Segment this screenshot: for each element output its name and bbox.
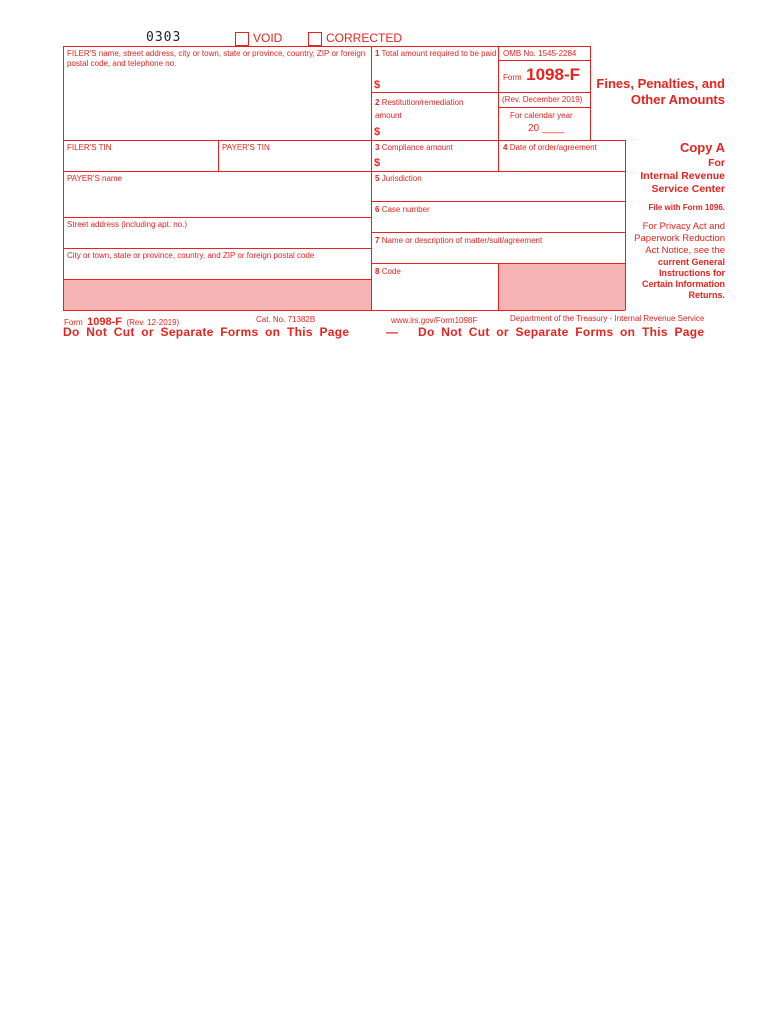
- calendar-year[interactable]: 20 ____: [528, 123, 565, 134]
- corrected-label: CORRECTED: [326, 31, 403, 45]
- footer-rev: (Rev. 12-2019): [126, 318, 180, 327]
- corrected-checkbox[interactable]: [308, 32, 322, 46]
- form-name: 1098-F: [526, 65, 580, 84]
- omb-number: OMB No. 1545-2284: [503, 49, 577, 58]
- form-code: 0303: [146, 30, 182, 45]
- box1-label: [375, 49, 497, 59]
- filer-tin-label: FILER'S TIN: [67, 143, 112, 152]
- cut-warning-right: Do Not Cut or Separate Forms on This Page: [418, 325, 705, 339]
- box6-label: [375, 205, 430, 215]
- box2-field[interactable]: [384, 123, 494, 139]
- box5-field[interactable]: [373, 186, 623, 200]
- payer-tin-label: PAYER'S TIN: [222, 143, 270, 152]
- box7-label: [375, 236, 542, 246]
- box4-field[interactable]: [500, 155, 623, 170]
- privacy-line7: Returns.: [688, 290, 725, 300]
- footer-dept: Department of the Treasury - Internal Revenue Service: [510, 314, 705, 323]
- box8-label: [375, 267, 401, 277]
- shaded-area-right: [499, 264, 625, 310]
- box2-number: 2: [375, 98, 380, 107]
- box3-field[interactable]: [384, 155, 494, 170]
- box3-label: [375, 143, 453, 153]
- box2-currency: $: [374, 126, 381, 138]
- box6-field[interactable]: [373, 217, 623, 231]
- box7-text: Name or description of matter/suit/agreement: [381, 236, 543, 245]
- box3-number: 3: [375, 143, 380, 152]
- cut-warning-dash: —: [386, 325, 398, 339]
- box3-text: Compliance amount: [381, 143, 453, 152]
- box5-label: [375, 174, 422, 184]
- calendar-year-label: For calendar year: [510, 111, 573, 120]
- box1-currency: $: [374, 79, 381, 91]
- street-address-field[interactable]: [64, 232, 370, 247]
- privacy-line3: Act Notice, see the: [645, 245, 725, 256]
- footer-form-name: 1098-F: [87, 316, 122, 328]
- box6-number: 6: [375, 205, 380, 214]
- box5-text: Jurisdiction: [381, 174, 422, 183]
- box6-text: Case number: [381, 205, 430, 214]
- file-with-note: File with Form 1096.: [648, 203, 725, 212]
- form-title-line2: Other Amounts: [630, 92, 725, 107]
- box8-text: Code: [381, 267, 401, 276]
- city-label: City or town, state or province, country, and ZIP or foreign postal code: [67, 251, 315, 260]
- payer-name-label: PAYER'S name: [67, 174, 123, 183]
- box1-number: 1: [375, 49, 380, 58]
- filer-info-label: FILER'S name, street address, city or town, state or province, country, ZIP or foreign postal code, and telephone no.: [67, 49, 366, 68]
- box5-number: 5: [375, 174, 380, 183]
- payer-tin-field[interactable]: [220, 155, 370, 170]
- box7-number: 7: [375, 236, 380, 245]
- payer-name-field[interactable]: [64, 186, 370, 216]
- box1-field[interactable]: [384, 75, 494, 91]
- form-title-block: [503, 65, 580, 85]
- box4-number: 4: [503, 143, 508, 152]
- box2-text: Restitution/remediation amount: [375, 98, 464, 120]
- copy-irs-line1: Internal Revenue: [640, 170, 725, 182]
- privacy-line4: current General: [657, 257, 725, 267]
- box7-field[interactable]: [373, 248, 623, 262]
- void-label: VOID: [253, 31, 283, 45]
- shaded-area-left: [64, 280, 371, 310]
- filer-tin-field[interactable]: [64, 155, 216, 170]
- copy-for: For: [708, 157, 725, 169]
- box4-text: Date of order/agreement: [509, 143, 597, 152]
- box8-number: 8: [375, 267, 380, 276]
- form-word: Form: [503, 73, 522, 82]
- street-address-label: Street address (including apt. no.): [67, 220, 188, 229]
- privacy-line1: For Privacy Act and: [642, 221, 725, 232]
- form-revision: (Rev. December 2019): [502, 95, 583, 104]
- box8-field[interactable]: [373, 279, 496, 309]
- footer-form-word: Form: [64, 318, 83, 327]
- box2-label: [375, 96, 480, 122]
- city-field[interactable]: [64, 263, 370, 278]
- filer-info-field[interactable]: [64, 72, 370, 138]
- privacy-line2: Paperwork Reduction: [634, 233, 725, 244]
- form-title-line1: Fines, Penalties, and: [596, 76, 725, 91]
- footer-url: www.irs.gov/Form1098F: [391, 316, 478, 325]
- footer-cat-no: Cat. No. 71382B: [256, 315, 316, 324]
- privacy-line5: Instructions for: [658, 268, 725, 278]
- cut-warning-left: Do Not Cut or Separate Forms on This Page: [63, 325, 350, 339]
- copy-irs-line2: Service Center: [651, 183, 725, 195]
- box3-currency: $: [374, 157, 381, 169]
- box4-label: [503, 143, 597, 153]
- privacy-line6: Certain Information: [641, 279, 725, 289]
- copy-title: Copy A: [679, 140, 725, 155]
- box1-text: Total amount required to be paid: [381, 49, 497, 58]
- void-checkbox[interactable]: [235, 32, 249, 46]
